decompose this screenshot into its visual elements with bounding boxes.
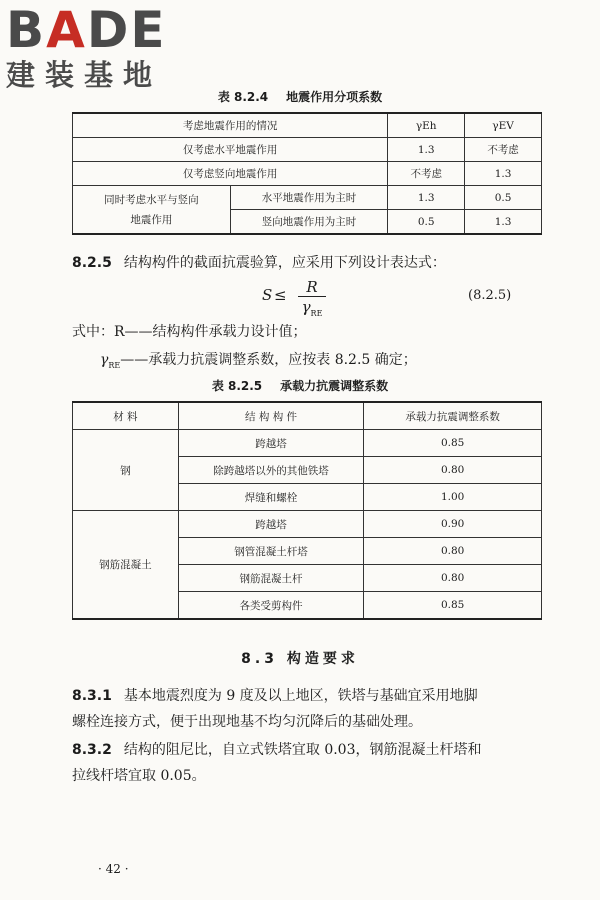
where-gamma-text: ——承载力抗震调整系数，应按表 8.2.5 确定； — [120, 352, 417, 368]
cell-ev: 不考虑 — [465, 138, 542, 162]
group-label: 同时考虑水平与竖向地震作用 — [73, 186, 231, 235]
member-cell: 钢管混凝土杆塔 — [178, 538, 364, 565]
table-header-row — [73, 402, 542, 430]
header-cell: 考虑地震作用的情况 — [73, 113, 388, 138]
header-cell: 承载力抗震调整系数 — [364, 402, 542, 430]
table1-caption — [0, 88, 600, 105]
row-label: 竖向地震作用为主时 — [230, 210, 388, 235]
value-cell: 1.00 — [364, 484, 542, 511]
value-cell: 0.80 — [364, 457, 542, 484]
formula-8-2-5 — [262, 278, 362, 322]
table1-caption-number: 表 8.2.4 — [217, 90, 269, 104]
table1-caption-title: 地震作用分项系数 — [286, 90, 383, 104]
material-cell: 钢筋混凝土 — [73, 511, 179, 620]
formula-denominator — [298, 297, 326, 324]
table-row — [73, 162, 542, 186]
table-8-2-5 — [72, 401, 542, 620]
table-row — [73, 186, 542, 210]
clause-8-3-2-cont: 拉线杆塔宜取 0.05。 — [72, 768, 206, 784]
brand-logo-mark — [6, 1, 176, 59]
cell-ev: 1.3 — [465, 162, 542, 186]
table2-caption-title: 承载力抗震调整系数 — [280, 379, 389, 393]
member-cell: 跨越塔 — [178, 430, 364, 457]
cell-ev: 1.3 — [465, 210, 542, 235]
formula-numerator: R — [298, 278, 326, 297]
table-row — [73, 430, 542, 457]
where-prefix: 式中： — [72, 324, 114, 340]
equation-number: (8.2.5) — [468, 288, 512, 303]
where-gamma-sub: RE — [108, 360, 121, 370]
member-cell: 各类受剪构件 — [178, 592, 364, 620]
clause-text: 结构构件的截面抗震验算，应采用下列设计表达式： — [123, 255, 446, 271]
formula-lhs: S — [262, 286, 273, 304]
logo-letters-de: DE — [86, 1, 167, 59]
clause-8-2-5 — [72, 253, 542, 273]
header-cell: 材 料 — [73, 402, 179, 430]
clause-text: 结构的阻尼比，自立式铁塔宜取 0.03，钢筋混凝土杆塔和 — [123, 742, 482, 758]
logo-letter-b: B — [6, 1, 47, 59]
formula-fraction — [298, 278, 326, 324]
where-gamma-symbol: γ — [100, 352, 109, 368]
where-r-text: R——结构构件承载力设计值； — [114, 324, 307, 340]
value-cell: 0.80 — [364, 565, 542, 592]
where-r — [72, 322, 542, 342]
clause-8-3-1-cont: 螺栓连接方式，便于出现地基不均匀沉降后的基础处理。 — [72, 714, 422, 730]
table-8-2-4 — [72, 112, 542, 235]
value-cell: 0.80 — [364, 538, 542, 565]
table2-caption — [0, 377, 600, 394]
formula-relation: ≤ — [274, 286, 287, 304]
where-gamma — [100, 350, 550, 376]
value-cell: 0.85 — [364, 430, 542, 457]
clause-8-3-2 — [72, 740, 542, 760]
header-cell: 结 构 构 件 — [178, 402, 364, 430]
clause-number: 8.2.5 — [72, 255, 112, 271]
header-cell: γEV — [465, 113, 542, 138]
member-cell: 除跨越塔以外的其他铁塔 — [178, 457, 364, 484]
row-label: 水平地震作用为主时 — [230, 186, 388, 210]
value-cell: 0.90 — [364, 511, 542, 538]
member-cell: 跨越塔 — [178, 511, 364, 538]
section-title: 8.3 构造要求 — [241, 651, 359, 667]
clause-number: 8.3.2 — [72, 742, 112, 758]
formula-gamma-sub: RE — [310, 309, 323, 318]
logo-letter-a: A — [46, 1, 87, 59]
cell-eh: 0.5 — [388, 210, 465, 235]
clause-8-3-1 — [72, 686, 542, 706]
table2-caption-number: 表 8.2.5 — [211, 379, 263, 393]
cell-eh: 不考虑 — [388, 162, 465, 186]
clause-text: 基本地震烈度为 9 度及以上地区，铁塔与基础宜采用地脚 — [123, 688, 478, 704]
table-header-row — [73, 113, 542, 138]
table-row — [73, 138, 542, 162]
value-cell: 0.85 — [364, 592, 542, 620]
row-label: 仅考虑竖向地震作用 — [73, 162, 388, 186]
brand-logo-chinese: 建装基地 — [6, 58, 163, 92]
member-cell: 焊缝和螺栓 — [178, 484, 364, 511]
table-row — [73, 511, 542, 538]
clause-number: 8.3.1 — [72, 688, 112, 704]
header-cell: γEh — [388, 113, 465, 138]
brand-logo — [6, 1, 176, 96]
cell-eh: 1.3 — [388, 186, 465, 210]
member-cell: 钢筋混凝土杆 — [178, 565, 364, 592]
material-cell: 钢 — [73, 430, 179, 511]
row-label: 仅考虑水平地震作用 — [73, 138, 388, 162]
cell-ev: 0.5 — [465, 186, 542, 210]
formula-gamma: γ — [301, 298, 311, 316]
page-number: · 42 · — [98, 862, 129, 876]
cell-eh: 1.3 — [388, 138, 465, 162]
